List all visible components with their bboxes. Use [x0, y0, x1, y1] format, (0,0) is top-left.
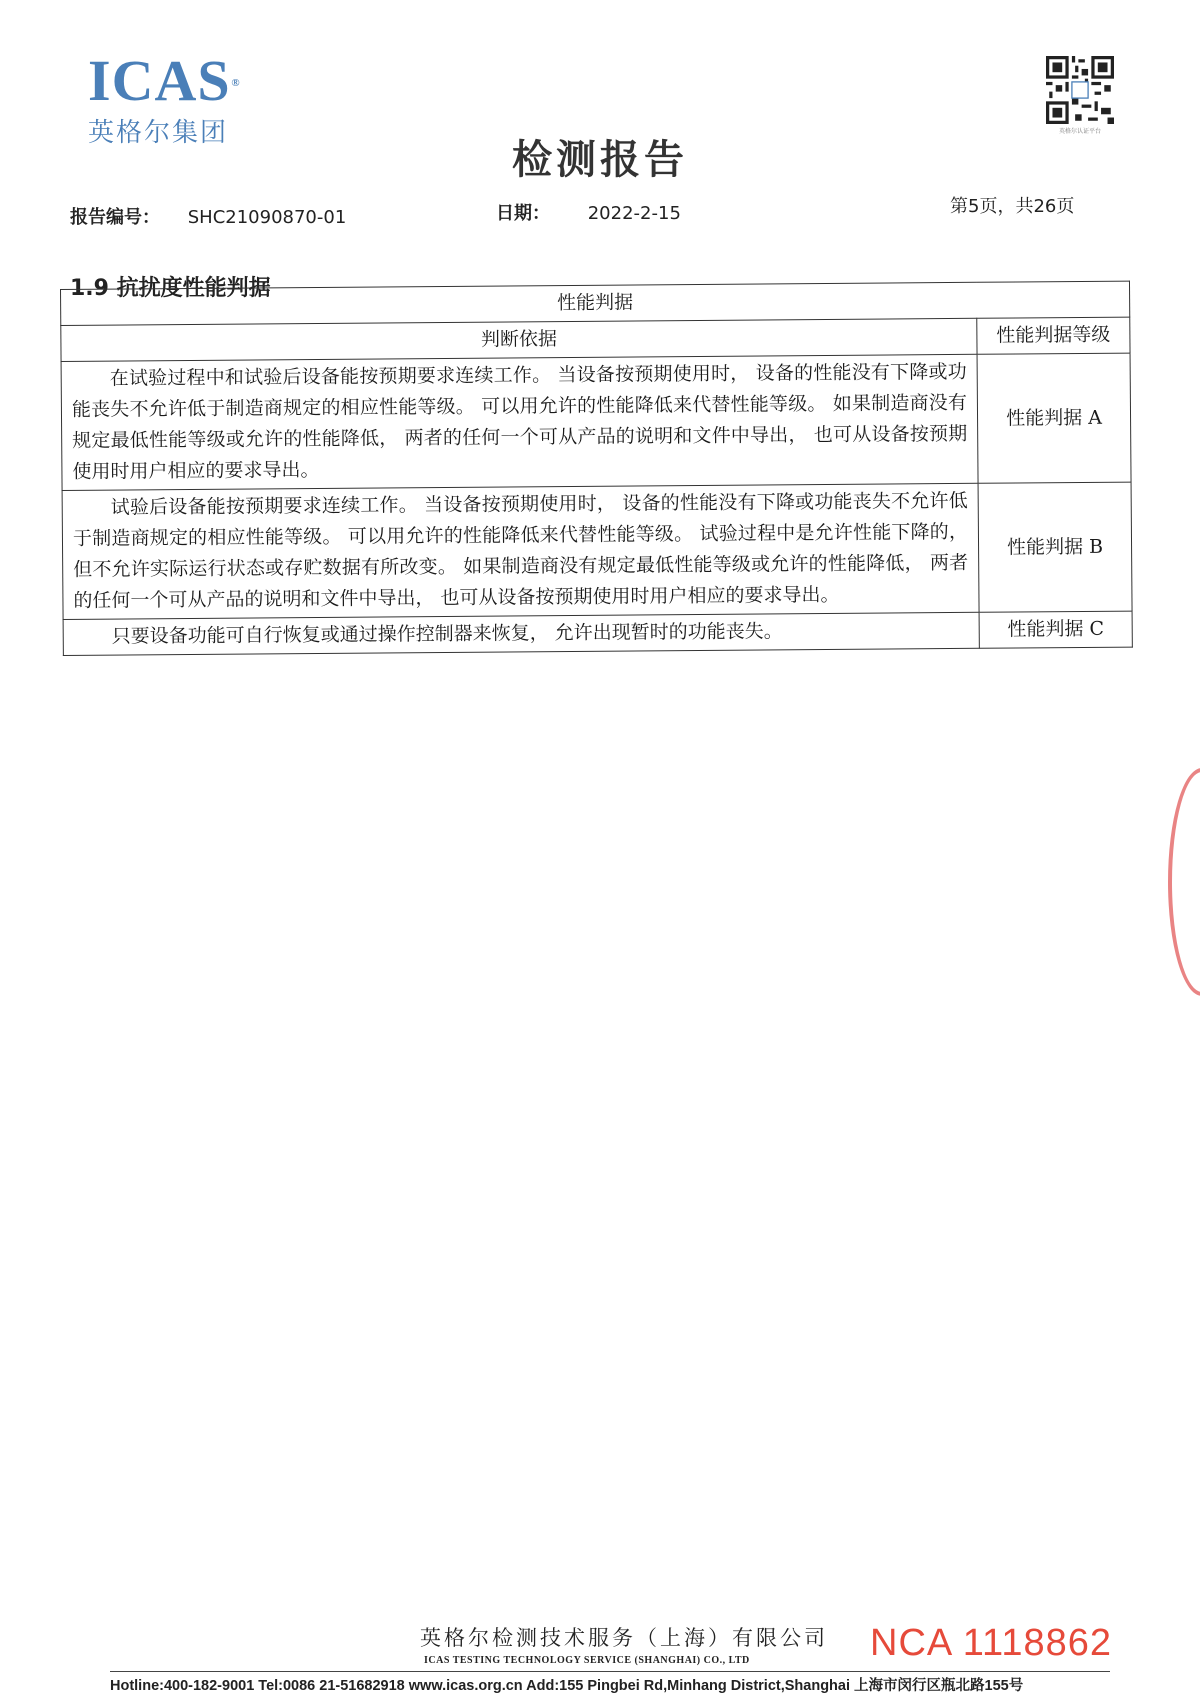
- logo-mark: ICAS ®: [88, 48, 241, 113]
- grade-header: 性能判据等级: [977, 317, 1130, 354]
- footer-company-cn: 英格尔检测技术服务（上海）有限公司: [420, 1626, 828, 1650]
- report-date: [496, 199, 681, 225]
- criterion-b-grade: 性能判据 B: [978, 482, 1132, 612]
- table-row: [61, 353, 1131, 490]
- page-title: 检测报告: [512, 137, 688, 183]
- footer-company-en: ICAS TESTING TECHNOLOGY SERVICE (SHANGHAI) CO., LTD: [424, 1655, 750, 1666]
- criterion-b-text: 试验后设备能按预期要求连续工作。 当设备按预期使用时， 设备的性能没有下降或功能丧失不允许低于制造商规定的相应性能等级。 可以用允许的性能降低来代替性能等级。 试验过程中是允许性能下降的， 但不允许实际运行状态或存贮数据有所改变。 如果制造商没有规定最低性能等级或允许的性能降低， 两者的任何一个可从产品的说明和文件中导出， 也可从设备按预期使用时用户相应的要求导出。: [62, 483, 979, 619]
- logo-subtitle: 英格尔集团: [88, 118, 229, 148]
- table-row: [62, 482, 1132, 619]
- qr-caption: 英格尔认证平台: [1058, 128, 1101, 135]
- seal-stamp-edge: [1168, 768, 1200, 996]
- date-label: 日期：: [496, 203, 550, 224]
- criterion-c-grade: 性能判据 C: [979, 611, 1132, 648]
- serial-number: NCA 1118862: [870, 1622, 1112, 1664]
- report-number: [70, 203, 346, 229]
- criterion-a-text: 在试验过程中和试验后设备能按预期要求连续工作。 当设备按预期使用时， 设备的性能没有下降或功能丧失不允许低于制造商规定的相应性能等级。 可以用允许的性能降低来代替性能等级。 如果制造商没有规定最低性能等级或允许的性能降低， 两者的任何一个可从产品的说明和文件中导出， 也可从设备按预期使用时用户相应的要求导出。: [61, 354, 978, 490]
- report-number-value: SHC21090870-01: [187, 207, 347, 228]
- footer-divider: [110, 1671, 1110, 1672]
- report-number-label: 报告编号：: [70, 207, 160, 228]
- date-value: 2022-2-15: [587, 203, 681, 224]
- qr-code-icon: [1046, 56, 1114, 124]
- section-title: 1.9 抗扰度性能判据: [70, 276, 271, 301]
- footer-contact: Hotline:400-182-9001 Tel:0086 21-51682918 www.icas.org.cn Add:155 Pingbei Rd,Minhang District,Shanghai 上海市闵行区瓶北路155号: [110, 1678, 1024, 1694]
- page-indicator: 第5页，共26页: [950, 196, 1075, 217]
- criterion-a-grade: 性能判据 A: [977, 353, 1131, 483]
- performance-criteria-table: [60, 281, 1133, 656]
- table-caption: 性能判据: [61, 281, 1130, 325]
- criterion-c-text: 只要设备功能可自行恢复或通过操作控制器来恢复， 允许出现暂时的功能丧失。: [63, 612, 979, 655]
- table-row: [63, 611, 1132, 655]
- basis-header: 判断依据: [61, 318, 977, 361]
